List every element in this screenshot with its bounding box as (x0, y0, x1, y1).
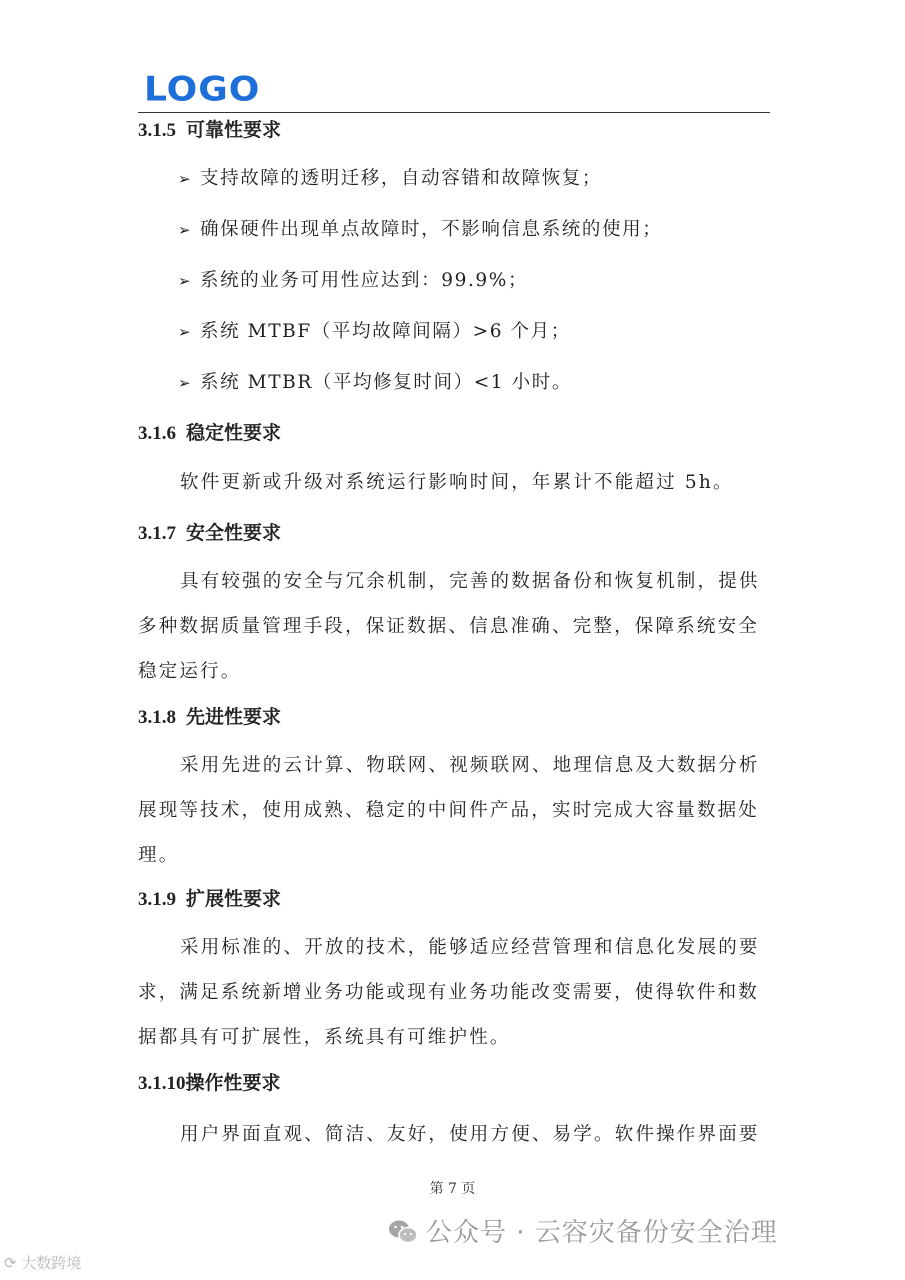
section-heading-3-1-9 (138, 887, 281, 912)
section-number: 3.1.8 (138, 707, 176, 728)
bullet-text: 系统 MTBF（平均故障间隔）>6 个月； (200, 321, 571, 342)
paragraph-advanced: 采用先进的云计算、物联网、视频联网、地理信息及大数据分析展现等技术，使用成熟、稳定的中间件产品，实时完成大容量数据处理。 (138, 755, 760, 866)
bullet-item (178, 167, 602, 191)
bullet-item (178, 371, 572, 395)
section-heading-3-1-10 (138, 1071, 281, 1096)
page-number: 第 7 页 (429, 1181, 476, 1197)
watermark (388, 1212, 778, 1249)
watermark-text: 公众号 · 云容灾备份安全治理 (426, 1218, 778, 1248)
bullet-arrow-icon: ➢ (178, 272, 193, 290)
section-number: 3.1.6 (138, 423, 176, 444)
corner-logo-icon: ⟳ (4, 1254, 17, 1272)
bullet-item (178, 269, 528, 293)
bullet-arrow-icon: ➢ (178, 323, 193, 341)
section-title: 稳定性要求 (186, 422, 282, 444)
section-heading-3-1-6 (138, 421, 281, 446)
bullet-text: 支持故障的透明迁移，自动容错和故障恢复； (200, 168, 603, 189)
bullet-text: 确保硬件出现单点故障时，不影响信息系统的使用； (200, 219, 663, 240)
wechat-icon (388, 1219, 418, 1245)
section-title: 安全性要求 (186, 522, 282, 544)
bullet-arrow-icon: ➢ (178, 170, 193, 188)
paragraph-security: 具有较强的安全与冗余机制，完善的数据备份和恢复机制，提供多种数据质量管理手段，保证数据、信息准确、完整，保障系统安全稳定运行。 (138, 571, 760, 682)
section-number: 3.1.10 (138, 1073, 186, 1094)
section-title: 操作性要求 (185, 1072, 281, 1094)
bullet-item (178, 218, 662, 242)
paragraph-extensibility: 采用标准的、开放的技术，能够适应经营管理和信息化发展的要求，满足系统新增业务功能或现有业务功能改变需要，使得软件和数据都具有可扩展性，系统具有可维护性。 (138, 937, 760, 1048)
section-heading-3-1-5 (138, 118, 281, 143)
bullet-text: 系统 MTBR（平均修复时间）<1 小时。 (200, 372, 572, 393)
bullet-arrow-icon: ➢ (178, 221, 193, 239)
paragraph-stability: 软件更新或升级对系统运行影响时间，年累计不能超过 5h。 (180, 472, 734, 493)
section-number: 3.1.5 (138, 120, 176, 141)
bullet-item (178, 320, 571, 344)
header-rule (138, 112, 770, 113)
logo: LOGO (144, 70, 261, 109)
section-number: 3.1.7 (138, 523, 176, 544)
section-title: 扩展性要求 (186, 888, 282, 910)
section-title: 先进性要求 (186, 706, 282, 728)
section-title: 可靠性要求 (186, 119, 282, 141)
section-number: 3.1.9 (138, 889, 176, 910)
bullet-arrow-icon: ➢ (178, 374, 193, 392)
section-heading-3-1-7 (138, 521, 281, 546)
corner-watermark-text: 大数跨境 (21, 1254, 82, 1272)
bullet-text: 系统的业务可用性应达到：99.9%； (200, 270, 529, 291)
section-heading-3-1-8 (138, 705, 281, 730)
paragraph-operability: 用户界面直观、简洁、友好，使用方便、易学。软件操作界面要 (180, 1124, 760, 1145)
corner-watermark (4, 1252, 81, 1273)
